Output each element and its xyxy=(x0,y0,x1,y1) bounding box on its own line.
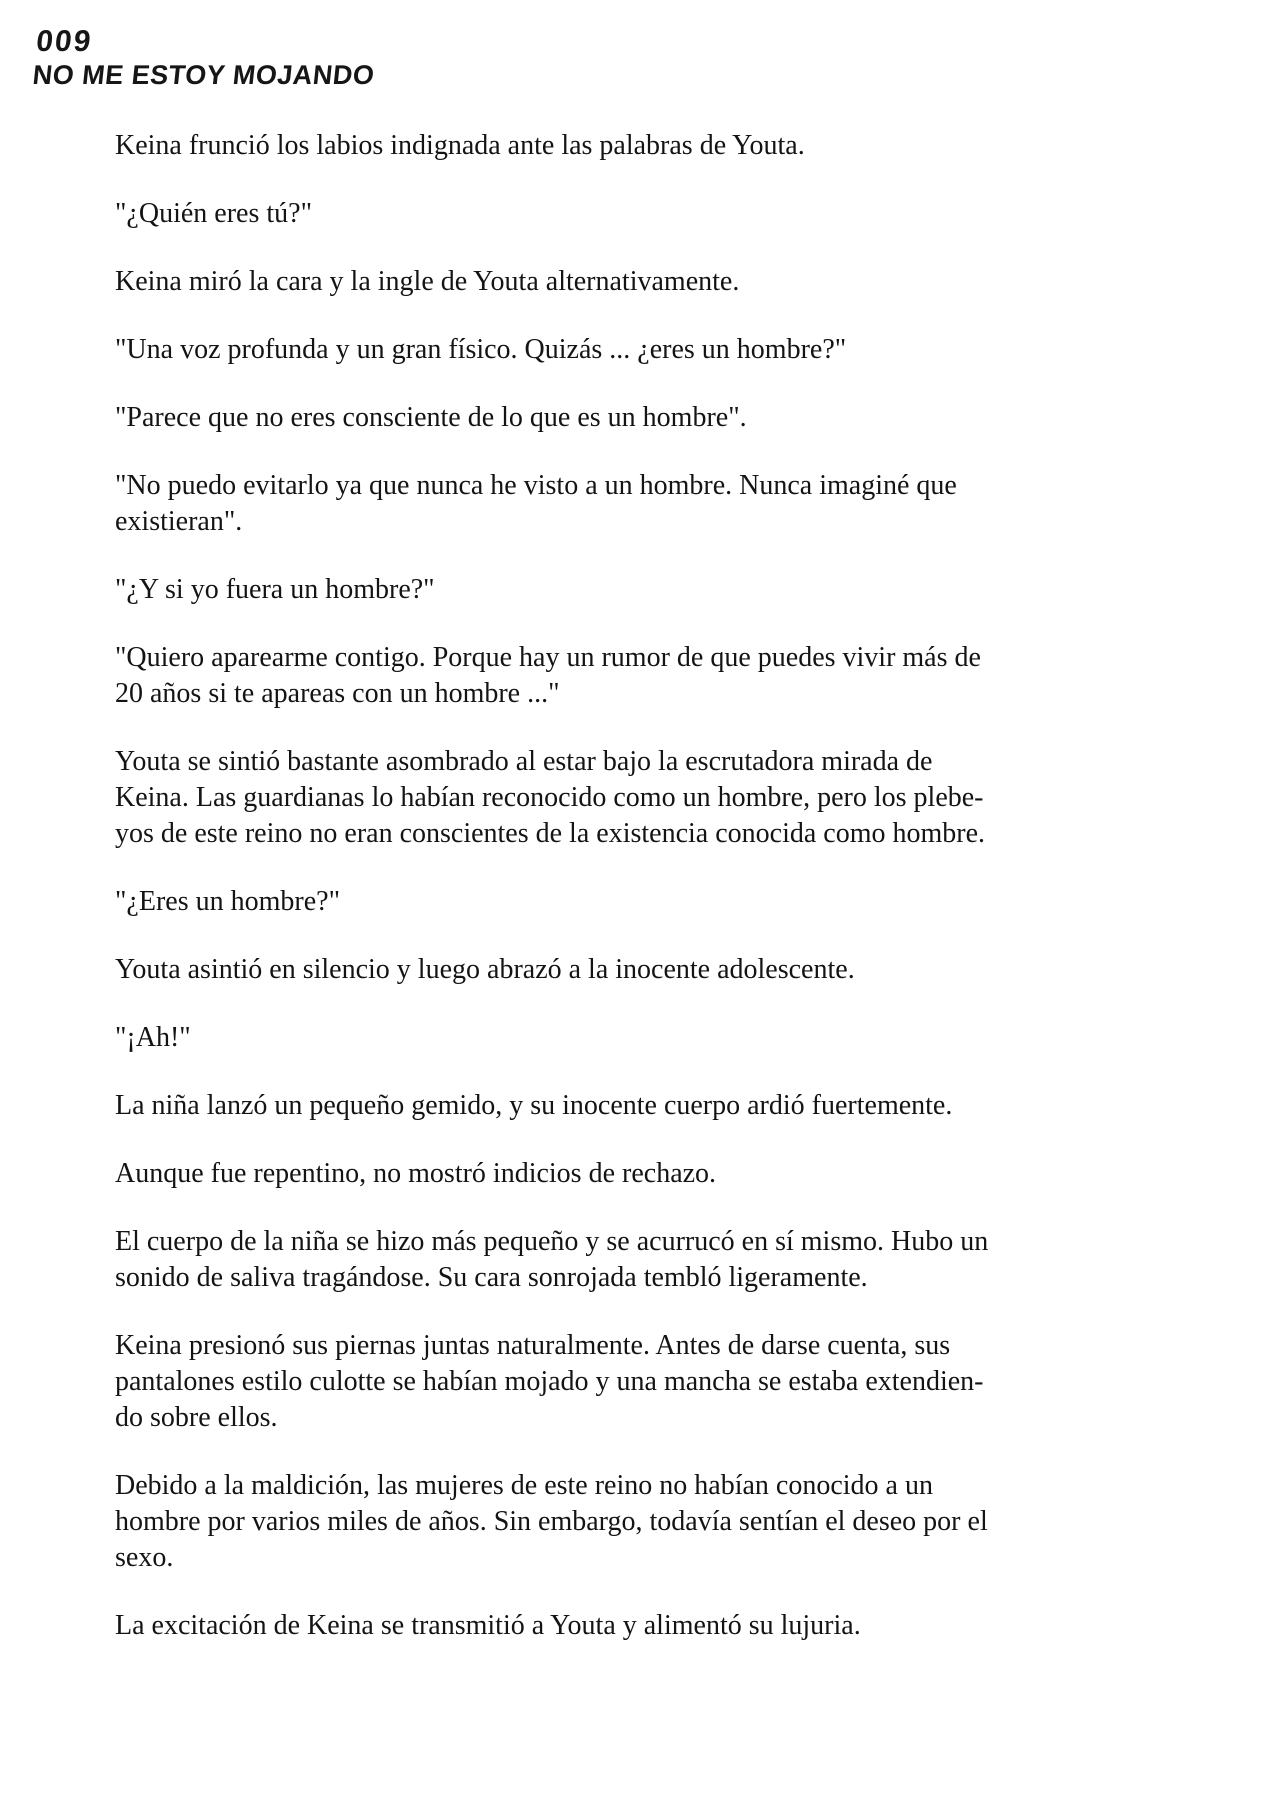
text-line: "¿Eres un hombre?" xyxy=(115,886,340,917)
paragraph xyxy=(115,1088,1155,1124)
paragraph xyxy=(115,1468,1155,1576)
text-line: sonido de saliva tragándose. Su cara sonrojada tembló ligeramente. xyxy=(115,1262,868,1293)
text-line: Aunque fue repentino, no mostró indicios de rechazo. xyxy=(115,1158,717,1189)
text-line: La excitación de Keina se transmitió a Youta y alimentó su lujuria. xyxy=(115,1610,861,1641)
text-line: Youta se sintió bastante asombrado al estar bajo la escrutadora mirada de xyxy=(115,746,933,777)
text-line: Keina frunció los labios indignada ante las palabras de Youta. xyxy=(115,130,805,161)
paragraph xyxy=(115,1328,1155,1436)
paragraph-dialogue xyxy=(115,884,1155,920)
paragraph-dialogue xyxy=(115,196,1155,232)
chapter-body xyxy=(115,128,1155,1676)
text-line: Youta asintió en silencio y luego abrazó a la inocente adolescente. xyxy=(115,954,855,985)
text-line: Keina. Las guardianas lo habían reconocido como un hombre, pero los plebe- xyxy=(115,782,984,813)
text-line: pantalones estilo culotte se habían mojado y una mancha se estaba extendien- xyxy=(115,1366,984,1397)
text-line: "¿Y si yo fuera un hombre?" xyxy=(115,574,435,605)
text-line: 20 años si te apareas con un hombre ..." xyxy=(115,678,560,709)
text-line: "Parece que no eres consciente de lo que es un hombre". xyxy=(115,402,747,433)
text-line: "No puedo evitarlo ya que nunca he visto a un hombre. Nunca imaginé que xyxy=(115,470,957,501)
text-line: Debido a la maldición, las mujeres de este reino no habían conocido a un xyxy=(115,1470,933,1501)
paragraph xyxy=(115,1224,1155,1296)
chapter-number: 009 xyxy=(34,25,95,58)
text-line: Keina presionó sus piernas juntas naturalmente. Antes de darse cuenta, sus xyxy=(115,1330,951,1361)
paragraph-dialogue xyxy=(115,400,1155,436)
paragraph xyxy=(115,744,1155,852)
text-line: yos de este reino no eran conscientes de la existencia conocida como hombre. xyxy=(115,818,986,849)
paragraph xyxy=(115,128,1155,164)
paragraph-dialogue xyxy=(115,332,1155,368)
paragraph xyxy=(115,952,1155,988)
text-line: do sobre ellos. xyxy=(115,1402,278,1433)
text-line: "¿Quién eres tú?" xyxy=(115,198,312,229)
text-line: hombre por varios miles de años. Sin embargo, todavía sentían el deseo por el xyxy=(115,1506,988,1537)
text-line: sexo. xyxy=(115,1542,174,1573)
paragraph-dialogue xyxy=(115,468,1155,540)
chapter-title: NO ME ESTOY MOJANDO xyxy=(31,60,376,90)
text-line: Keina miró la cara y la ingle de Youta alternativamente. xyxy=(115,266,740,297)
text-line: "¡Ah!" xyxy=(115,1022,191,1053)
paragraph-dialogue xyxy=(115,640,1155,712)
paragraph xyxy=(115,264,1155,300)
text-line: La niña lanzó un pequeño gemido, y su inocente cuerpo ardió fuertemente. xyxy=(115,1090,953,1121)
paragraph xyxy=(115,1608,1155,1644)
text-line: existieran". xyxy=(115,506,243,537)
paragraph xyxy=(115,1156,1155,1192)
text-line: El cuerpo de la niña se hizo más pequeño y se acurrucó en sí mismo. Hubo un xyxy=(115,1226,989,1257)
paragraph-dialogue xyxy=(115,1020,1155,1056)
text-line: "Una voz profunda y un gran físico. Quizás ... ¿eres un hombre?" xyxy=(115,334,847,365)
chapter-header xyxy=(31,26,379,91)
text-line: "Quiero aparearme contigo. Porque hay un rumor de que puedes vivir más de xyxy=(115,642,981,673)
paragraph-dialogue xyxy=(115,572,1155,608)
